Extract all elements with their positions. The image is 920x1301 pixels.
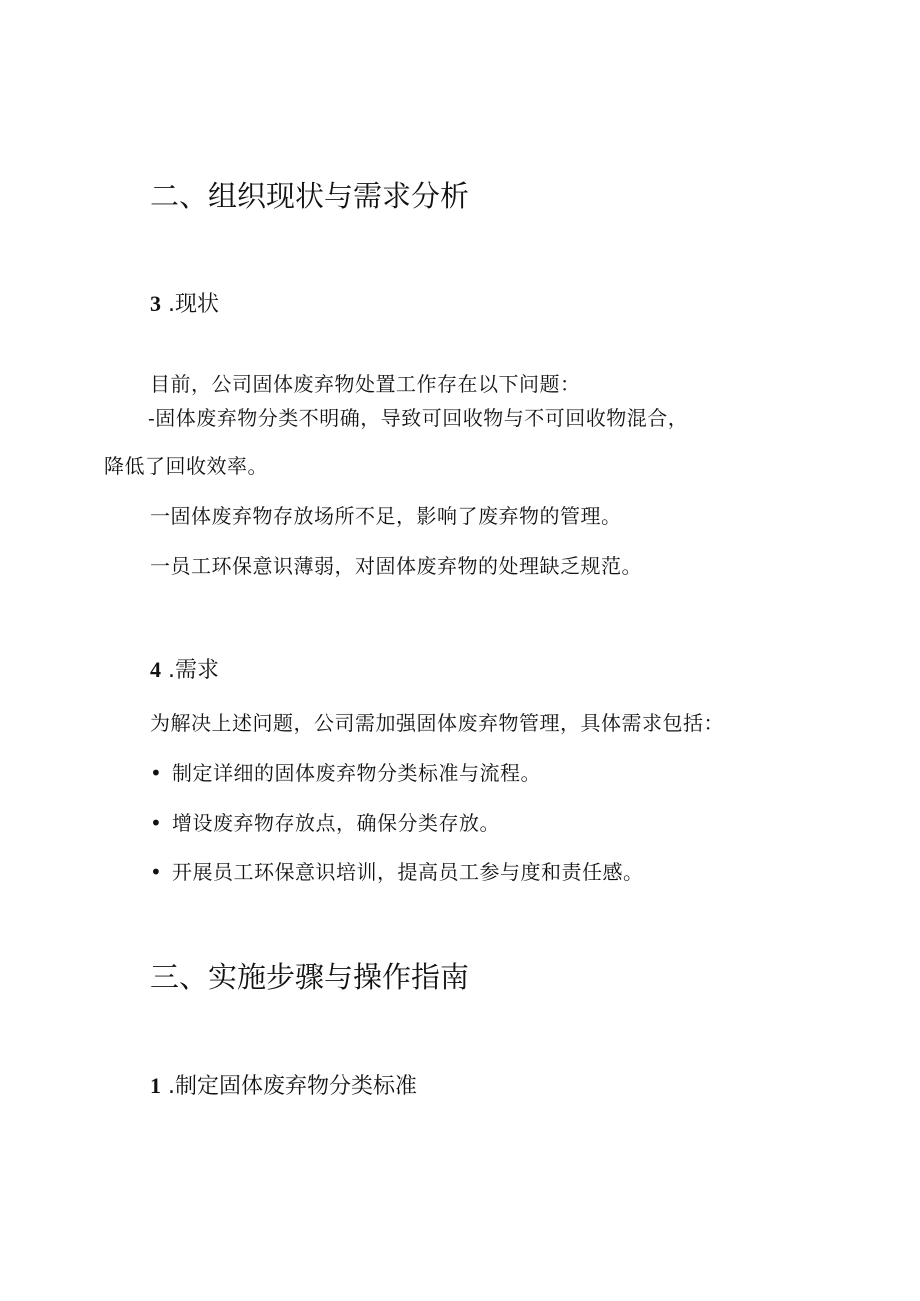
bullet-icon: • (150, 860, 163, 884)
paragraph-issue-1-line-1: -固体废弃物分类不明确，导致可回收物与不可回收物混合， (148, 406, 689, 430)
bullet-icon: • (150, 761, 163, 785)
paragraph-issue-1-line-2: 降低了回收效率。 (104, 454, 268, 478)
list-item-text: 开展员工环保意识培训，提高员工参与度和责任感。 (172, 860, 644, 884)
section-heading-3: 三、实施步骤与操作指南 (150, 960, 470, 994)
list-item (150, 813, 500, 833)
subheading-needs (150, 659, 219, 682)
subheading-title: .制定固体废弃物分类标准 (168, 1074, 417, 1099)
subheading-number: 3 (150, 291, 161, 316)
subheading-number: 4 (150, 657, 161, 682)
list-item (150, 862, 644, 882)
section-heading-2: 二、组织现状与需求分析 (150, 179, 470, 213)
subheading-current-status (150, 293, 219, 316)
list-item (150, 763, 541, 783)
subheading-title: .现状 (168, 292, 219, 317)
paragraph-issue-3: 一员工环保意识薄弱，对固体废弃物的处理缺乏规范。 (150, 554, 642, 578)
subheading-title: .需求 (168, 658, 219, 683)
paragraph-issue-2: 一固体废弃物存放场所不足，影响了废弃物的管理。 (150, 504, 622, 528)
list-item-text: 制定详细的固体废弃物分类标准与流程。 (172, 761, 541, 785)
subheading-classification-standard (150, 1075, 417, 1098)
paragraph-intro-needs: 为解决上述问题，公司需加强固体废弃物管理，具体需求包括： (150, 711, 724, 735)
list-item-text: 增设废弃物存放点，确保分类存放。 (172, 811, 500, 835)
paragraph-intro-status: 目前，公司固体废弃物处置工作存在以下问题： (150, 372, 581, 396)
subheading-number: 1 (150, 1073, 161, 1098)
bullet-icon: • (150, 811, 163, 835)
